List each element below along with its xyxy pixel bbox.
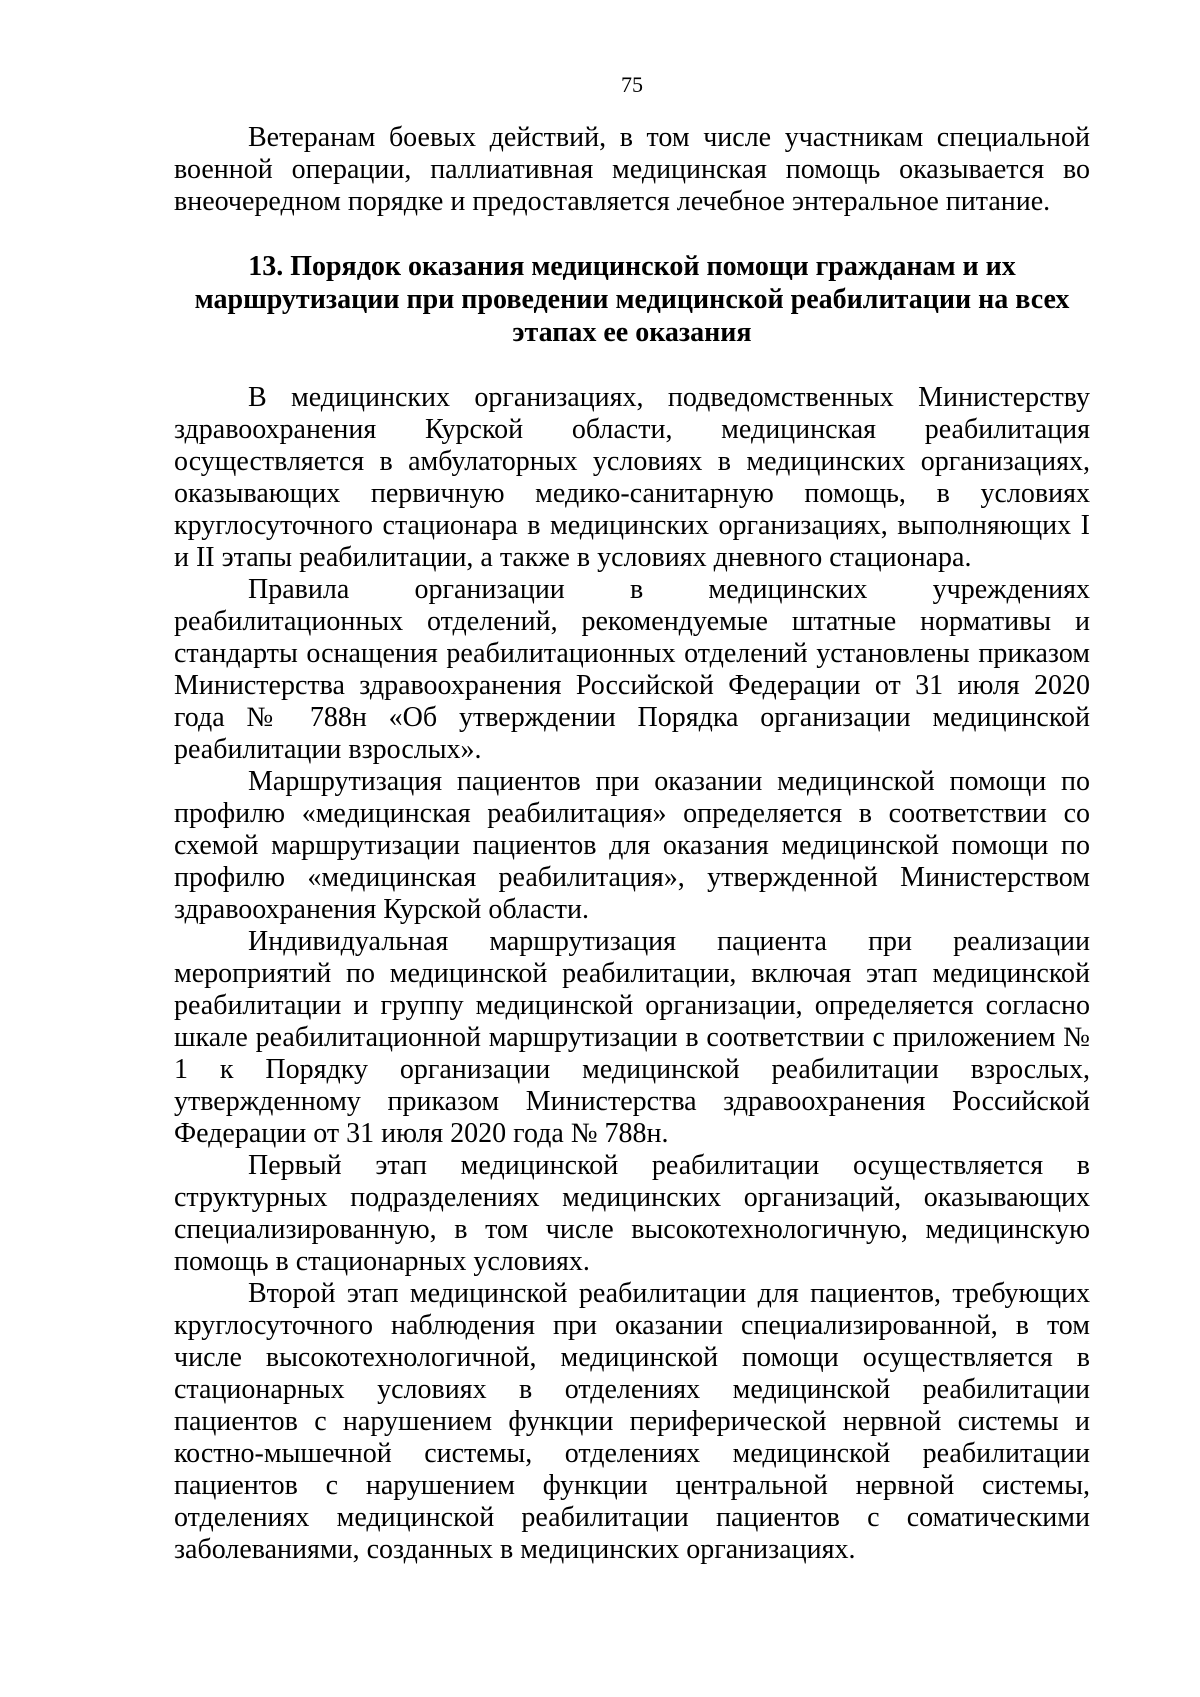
section-body <box>174 382 1090 1566</box>
paragraph-first-stage: Первый этап медицинской реабилитации осуществляется в структурных подразделениях медицинских организаций, оказывающих специализированную, в том числе высокотехнологичную, медицинскую помощь в стационарных условиях. <box>174 1150 1090 1277</box>
paragraph-individual-routing: Индивидуальная маршрутизация пациента при реализации мероприятий по медицинской реабилитации, включая этап медицинской реабилитации и группу медицинской организации, определяется согласно шкале реабилитационной маршрутизации в соответствии с приложением № 1 к Порядку организации медицинской реабилитации взрослых, утвержденному приказом Министерства здравоохранения Российской Федерации от 31 июля 2020 года № 788н. <box>174 926 1090 1149</box>
paragraph-second-stage: Второй этап медицинской реабилитации для пациентов, требующих круглосуточного наблюдения при оказании специализированной, в том числе высокотехнологичной, медицинской помощи осуществляется в стационарных условиях в отделениях медицинской реабилитации пациентов с нарушением функции периферической нервной системы и костно-мышечной системы, отделениях медицинской реабилитации пациентов с нарушением функции центральной нервной системы, отделениях медицинской реабилитации пациентов с соматическими заболеваниями, созданных в медицинских организациях. <box>174 1278 1090 1565</box>
paragraph-routing: Маршрутизация пациентов при оказании медицинской помощи по профилю «медицинская реабилитация» определяется в соответствии со схемой маршрутизации пациентов для оказания медицинской помощи по профилю «медицинская реабилитация», утвержденной Министерством здравоохранения Курской области. <box>174 766 1090 925</box>
intro-paragraph: Ветеранам боевых действий, в том числе участникам специальной военной операции, паллиативная медицинская помощь оказывается во внеочередном порядке и предоставляется лечебное энтеральное питание. <box>174 122 1090 217</box>
page-number: 75 <box>621 72 643 97</box>
paragraph-organizations: В медицинских организациях, подведомственных Министерству здравоохранения Курской области, медицинская реабилитация осуществляется в амбулаторных условиях в медицинских организациях, оказывающих первичную медико-санитарную помощь, в условиях круглосуточного стационара в медицинских организациях, выполняющих I и II этапы реабилитации, а также в условиях дневного стационара. <box>174 382 1090 573</box>
paragraph-rules: Правила организации в медицинских учреждениях реабилитационных отделений, рекомендуемые штатные нормативы и стандарты оснащения реабилитационных отделений установлены приказом Министерства здравоохранения Российской Федерации от 31 июля 2020 года № 788н «Об утверждении Порядка организации медицинской реабилитации взрослых». <box>174 574 1090 765</box>
intro-block <box>174 122 1090 218</box>
section-heading: 13. Порядок оказания медицинской помощи гражданам и их маршрутизации при проведении медицинской реабилитации на всех этапах ее оказания <box>194 251 1070 348</box>
